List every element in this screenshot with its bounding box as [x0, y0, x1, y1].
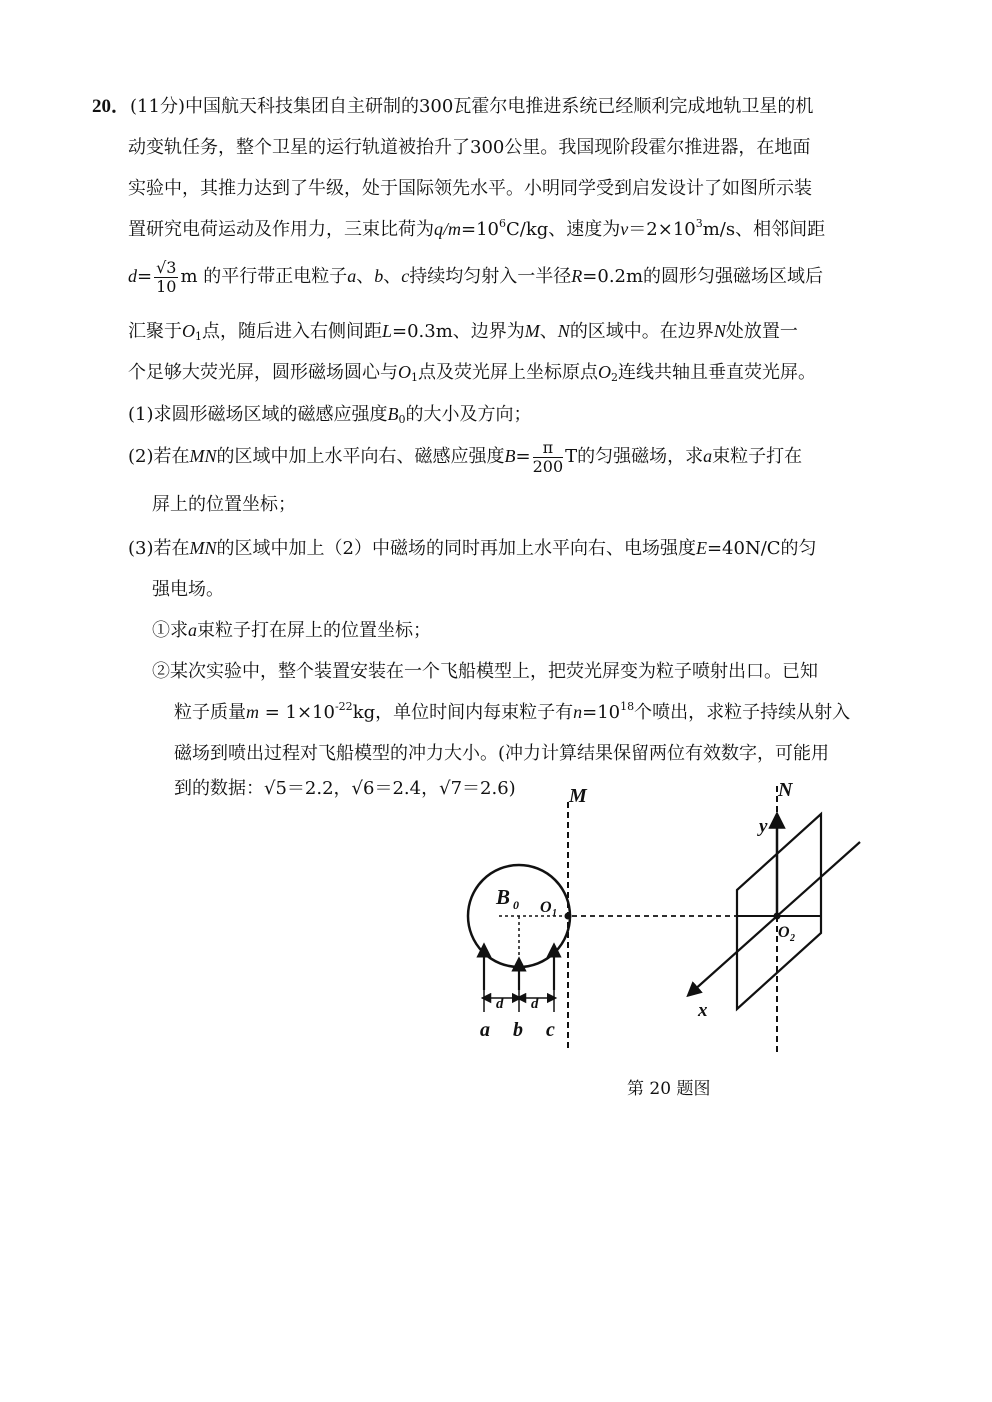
question-points: (11分) — [130, 96, 185, 117]
fluorescent-screen — [737, 814, 821, 1009]
label-O2-sub: 2 — [790, 933, 795, 944]
var-MN: MN — [189, 446, 217, 466]
var-E: E — [695, 538, 707, 558]
var-a: a — [188, 620, 197, 640]
point-O2 — [774, 913, 781, 920]
var-a: a — [703, 446, 713, 466]
label-c: c — [546, 1019, 555, 1041]
separator: 、 — [356, 266, 375, 287]
label-x: x — [698, 1000, 708, 1021]
part-3-sub-2-line-2 — [174, 692, 850, 733]
question-line-6 — [128, 311, 798, 352]
var-n: n — [573, 702, 583, 722]
label-B0-sub: 0 — [513, 898, 519, 912]
sub2-text-d: =10 — [582, 702, 621, 723]
part1-prefix: (1)求圆形磁场区域的磁感应强度 — [128, 404, 388, 425]
figure-diagram — [455, 772, 875, 1062]
fraction-denominator: 200 — [532, 456, 564, 476]
line6-text-5: 处放置一 — [725, 321, 798, 342]
sub1-suffix: 束粒子打在屏上的位置坐标； — [197, 620, 431, 641]
sub2-line-1: ②某次实验中，整个装置安装在一个飞船模型上，把荧光屏变为粒子喷射出口。已知 — [152, 661, 818, 682]
var-O1: O — [182, 321, 195, 341]
question-line-4 — [128, 209, 825, 250]
var-O2: O — [598, 362, 611, 382]
part-1 — [128, 394, 532, 435]
line7-text-3: 连线共轴且垂直荧光屏。 — [618, 362, 816, 383]
fraction-numerator: π — [533, 439, 564, 458]
var-c: c — [401, 266, 410, 286]
v-exponent: 3 — [695, 217, 703, 230]
line5-text-2: 持续均匀射入一半径 — [409, 266, 572, 287]
part3-text-1: 的区域中加上（2）中磁场的同时再加上水平向右、电场强度 — [216, 538, 696, 559]
line5-text-3: =0.2m的圆形匀强磁场区域后 — [582, 266, 824, 287]
part-3-line-1 — [128, 528, 817, 569]
part-3-line-2 — [152, 569, 224, 610]
v-value: ＝2×10 — [628, 219, 696, 240]
label-B0: B — [496, 885, 511, 909]
part3-text-2: =40N/C的匀 — [706, 538, 817, 559]
part3-prefix: (3)若在 — [128, 538, 190, 559]
var-N-2: N — [713, 321, 726, 341]
B0-subscript: 0 — [398, 413, 406, 426]
var-v: v — [620, 219, 629, 239]
sub2-text-c: kg，单位时间内每束粒子有 — [352, 702, 574, 723]
qm-exponent: 6 — [499, 217, 506, 230]
label-O1-sub: 1 — [552, 908, 557, 919]
fraction-B — [533, 439, 564, 476]
label-O1: O — [540, 899, 552, 916]
var-O1-b: O — [398, 362, 411, 382]
O1-subscript-b: 1 — [411, 371, 418, 384]
var-L: L — [382, 321, 393, 341]
line7-text-2: 点及荧光屏上坐标原点 — [418, 362, 598, 383]
line6-text-2: 点，随后进入右侧间距 — [202, 321, 382, 342]
label-d-1: d — [496, 996, 504, 1012]
part2-text-1: 的区域中加上水平向右、磁感应强度 — [216, 446, 505, 467]
separator: 、 — [539, 321, 558, 342]
O1-subscript: 1 — [195, 330, 202, 343]
sub2-text-e: 个喷出，求粒子持续从射入 — [634, 702, 851, 723]
sub2-line-4: 到的数据：√5＝2.2，√6＝2.4，√7＝2.6) — [174, 778, 516, 799]
intro-text-4: 置研究电荷运动及作用力，三束比荷为 — [128, 219, 434, 240]
intro-text-1: 中国航天科技集团自主研制的300瓦霍尔电推进系统已经顺利完成地轨卫星的机 — [184, 96, 814, 117]
part3-line-2: 强电场。 — [152, 579, 224, 600]
part2-prefix: (2)若在 — [128, 446, 190, 467]
var-d: d — [128, 266, 137, 286]
var-B: B — [504, 446, 516, 466]
figure-caption: 第 20 题图 — [627, 1079, 711, 1099]
question-line-5 — [128, 256, 823, 297]
question-line-3 — [128, 168, 812, 209]
line6-text-3: =0.3m、边界为 — [392, 321, 525, 342]
part-3-sub-2-line-1 — [152, 651, 818, 692]
label-O2: O — [778, 924, 790, 941]
label-y: y — [759, 816, 768, 837]
part2-text-3: 束粒子打在 — [712, 446, 803, 467]
line6-text-4: 的区域中。在边界 — [569, 321, 714, 342]
equals: = — [137, 266, 153, 287]
sub1-prefix: ①求 — [152, 620, 188, 641]
intro-text-2: 动变轨任务，整个卫星的运行轨道被抬升了300公里。我国现阶段霍尔推进器，在地面 — [128, 137, 811, 158]
fraction-denominator: 10 — [156, 276, 177, 296]
var-MN: MN — [189, 538, 217, 558]
part2-text-2: 的匀强磁场，求 — [577, 446, 704, 467]
sub2-line-3: 磁场到喷出过程对飞船模型的冲力大小。(冲力计算结果保留两位有效数字，可能用 — [174, 743, 830, 764]
question-line-2 — [128, 127, 810, 168]
qm-value: =10 — [461, 219, 499, 240]
question-line-7 — [128, 352, 816, 393]
exponent-1: -22 — [334, 700, 353, 713]
label-b: b — [513, 1019, 523, 1041]
question-number: 20． — [92, 96, 131, 117]
fraction-d — [154, 259, 178, 296]
line5-text-1: 的平行带正电粒子 — [203, 266, 348, 287]
label-M: M — [569, 785, 587, 807]
var-qm: q/m — [434, 219, 461, 239]
var-m: m — [246, 702, 259, 722]
part2-line-2: 屏上的位置坐标； — [152, 494, 296, 515]
var-B0: B — [387, 404, 399, 424]
line6-text-1: 汇聚于 — [128, 321, 182, 342]
question-line-1 — [92, 86, 813, 127]
d-unit: m — [180, 266, 198, 287]
part1-suffix: 的大小及方向； — [405, 404, 532, 425]
part-2-line-1 — [128, 436, 802, 477]
part-3-sub-1 — [152, 610, 431, 651]
fraction-numerator: √3 — [156, 257, 177, 277]
sub2-text-a: 粒子质量 — [174, 702, 246, 723]
B-unit: T — [565, 446, 578, 467]
intro-text-3: 实验中，其推力达到了牛级，处于国际领先水平。小明同学受到启发设计了如图所示装 — [128, 178, 812, 199]
var-R: R — [571, 266, 583, 286]
v-unit: m/s、相邻间距 — [702, 219, 826, 240]
label-a: a — [480, 1019, 490, 1041]
point-O1 — [565, 913, 572, 920]
var-b: b — [374, 266, 384, 286]
equals: = — [515, 446, 531, 467]
var-M: M — [524, 321, 540, 341]
sub2-text-b: = 1×10 — [259, 702, 335, 723]
separator: 、 — [383, 266, 402, 287]
line7-text-1: 个足够大荧光屏，圆形磁场圆心与 — [128, 362, 398, 383]
label-N: N — [778, 779, 793, 801]
O2-subscript: 2 — [611, 371, 618, 384]
part-2-line-2 — [152, 484, 296, 525]
label-d-2: d — [531, 996, 539, 1012]
exponent-2: 18 — [620, 700, 635, 713]
var-a: a — [347, 266, 357, 286]
qm-unit: C/kg、速度为 — [506, 219, 621, 240]
var-N: N — [557, 321, 570, 341]
